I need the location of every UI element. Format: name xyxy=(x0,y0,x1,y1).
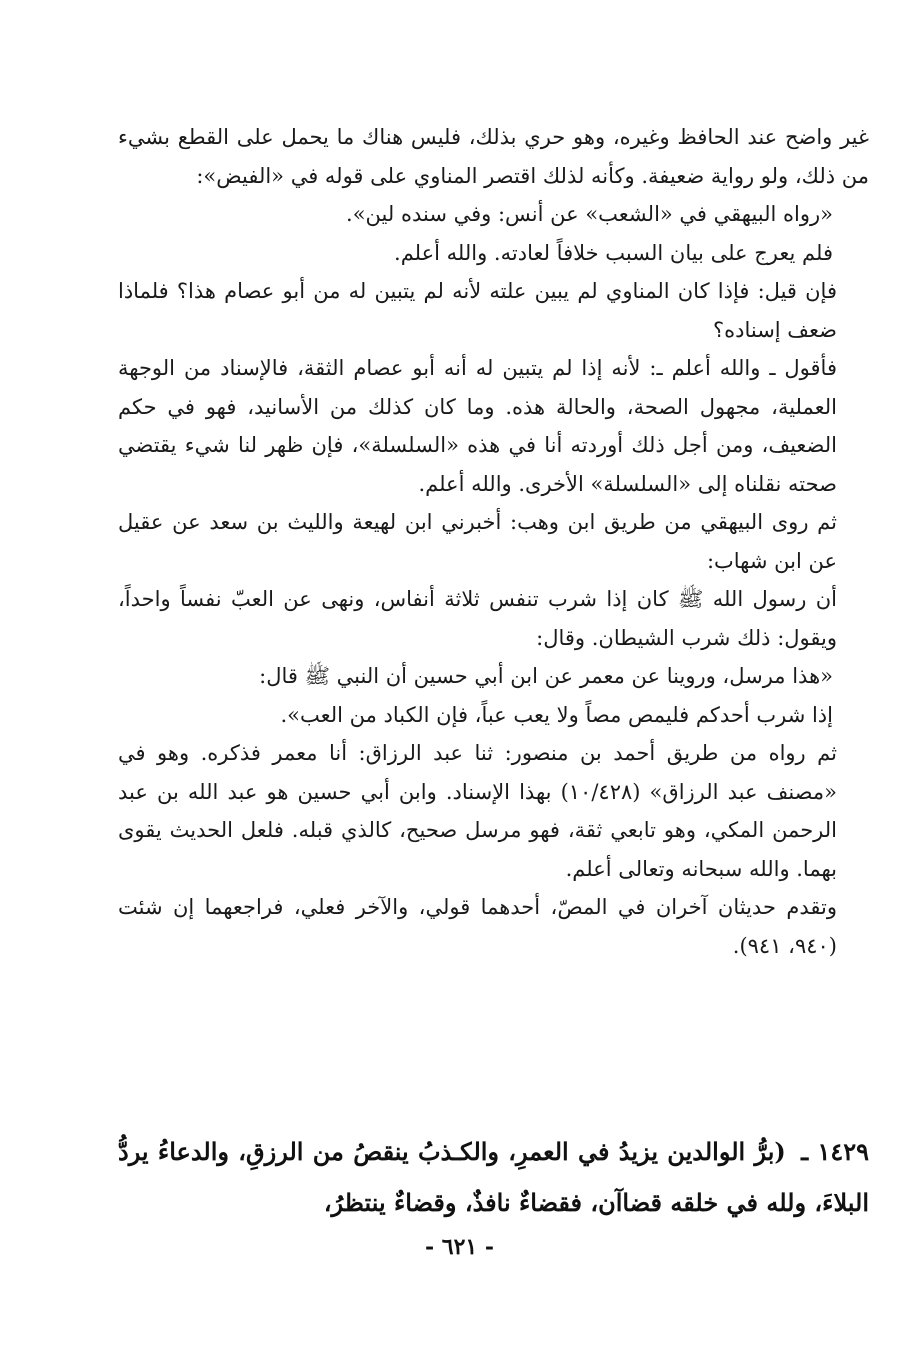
quote-line: «هذا مرسل، وروينا عن معمر عن ابن أبي حسين أن النبي ﷺ قال: xyxy=(259,664,833,688)
paragraph: ثم رواه من طريق أحمد بن منصور: ثنا عبد الرزاق: أنا معمر فذكره. وهو في «مصنف عبد الرزاق» (١٠/٤٢٨) بهذا الإسناد. وابن أبي حسين هو عبد الله بن عبد الرحمن المكي، وهو تابعي ثقة، فهو مرسل صحيح، كالذي قبله. فلعل الحديث يقوى بهما. والله سبحانه وتعالى أعلم. xyxy=(118,741,837,881)
hadith-text: (برُّ الوالدين يزيدُ في العمرِ، والكـذبُ ينقصُ من الرزقِ، والدعاءُ يردُّ البلاءَ، ولله في خلقه قضاآن، فقضاءٌ نافذٌ، وقضاءٌ ينتظرُ، xyxy=(118,1137,869,1217)
paragraph: وتقدم حديثان آخران في المصّ، أحدهما قولي، والآخر فعلي، فراجعهما إن شئت (٩٤٠، ٩٤١). xyxy=(118,895,837,958)
quote-line: «رواه البيهقي في «الشعب» عن أنس: وفي سنده لين». xyxy=(346,202,833,226)
paragraph: غير واضح عند الحافظ وغيره، وهو حري بذلك، فليس هناك ما يحمل على القطع بشيء من ذلك، ولو رواية ضعيفة. وكأنه لذلك اقتصر المناوي على قوله في «الفيض»: xyxy=(118,125,869,188)
quote-line: فلم يعرج على بيان السبب خلافاً لعادته. والله أعلم. xyxy=(394,240,833,265)
quote-line: إذا شرب أحدكم فليمص مصاً ولا يعب عباً، فإن الكباد من العب». xyxy=(280,702,833,727)
paragraph: ثم روى البيهقي من طريق ابن وهب: أخبرني ابن لهيعة والليث بن سعد عن عقيل عن ابن شهاب: xyxy=(118,510,837,573)
hadith-heading xyxy=(118,1126,869,1228)
body-text xyxy=(118,118,869,965)
paragraph: فأقول ـ والله أعلم ـ: لأنه إذا لم يتبين له أنه أبو عصام الثقة، فالإسناد من الوجهة العملية، مجهول الصحة، والحالة هذه. وما كان كذلك من الأسانيد، فهو في حكم الضعيف، ومن أجل ذلك أوردته أنا في هذه «السلسلة»، فإن ظهر لنا شيء يقتضي صحته نقلناه إلى «السلسلة» الأخرى. والله أعلم. xyxy=(118,356,837,496)
page-number: - ٦٢١ - xyxy=(424,1234,495,1260)
paragraph: فإن قيل: فإذا كان المناوي لم يبين علته لأنه لم يتبين له من أبو عصام هذا؟ فلماذا ضعف إسناده؟ xyxy=(118,279,837,342)
paragraph: أن رسول الله ﷺ كان إذا شرب تنفس ثلاثة أنفاس، ونهى عن العبّ نفساً واحداً، ويقول: ذلك شرب الشيطان. وقال: xyxy=(118,587,837,650)
hadith-number: ١٤٢٩ ـ xyxy=(801,1137,870,1166)
hadith-heading-line xyxy=(118,1126,869,1228)
